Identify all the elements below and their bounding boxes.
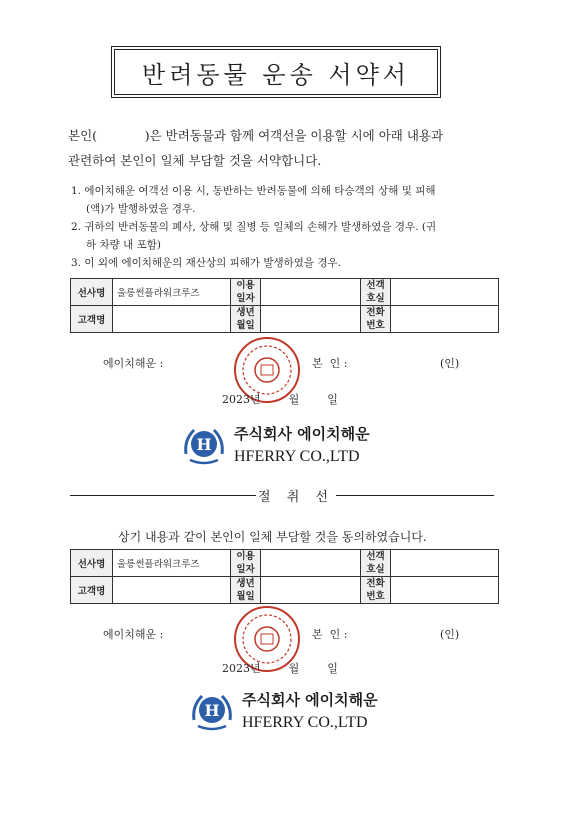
birth-label: 생년 월일 bbox=[231, 306, 261, 333]
company-logo-icon bbox=[188, 686, 236, 734]
intro-line-2: 관련하여 본인이 일체 부담할 것을 서약합니다. bbox=[68, 153, 322, 168]
info-table-bottom bbox=[70, 549, 499, 604]
cabin-field[interactable] bbox=[391, 550, 499, 577]
customer-field[interactable] bbox=[113, 577, 231, 604]
company-sign-label: 에이치해운 : bbox=[103, 357, 164, 370]
date-label: 이용 일자 bbox=[231, 550, 261, 577]
ship-value: 울릉썬플라워크루즈 bbox=[113, 279, 231, 306]
company-name-en: HFERRY CO.,LTD bbox=[242, 713, 368, 731]
customer-field[interactable] bbox=[113, 306, 231, 333]
company-name-en: HFERRY CO.,LTD bbox=[234, 447, 360, 465]
phone-label: 전화 번호 bbox=[361, 306, 391, 333]
svg-text:H: H bbox=[196, 435, 212, 454]
table-row bbox=[71, 577, 499, 604]
intro-line-1: 본인( )은 반려동물과 함께 여객선을 이용할 시에 아래 내용과 bbox=[68, 128, 444, 143]
svg-text:H: H bbox=[204, 701, 220, 720]
cut-line-label: 절 취 선 bbox=[256, 486, 336, 505]
clause-3: 3. 이 외에 에이치해운의 재산상의 피해가 발생하였을 경우. bbox=[71, 257, 342, 269]
self-sign-label: 본 인 : bbox=[312, 357, 348, 370]
seal-mark: (인) bbox=[440, 628, 460, 641]
sign-date: 2023년 월 일 bbox=[222, 662, 338, 675]
phone-field[interactable] bbox=[391, 577, 499, 604]
cabin-field[interactable] bbox=[391, 279, 499, 306]
company-logo-icon bbox=[180, 420, 228, 468]
ship-label: 선사명 bbox=[71, 279, 113, 306]
table-row bbox=[71, 306, 499, 333]
clause-1-cont: (액)가 발행하였을 경우. bbox=[86, 203, 196, 215]
phone-field[interactable] bbox=[391, 306, 499, 333]
phone-label: 전화 번호 bbox=[361, 577, 391, 604]
document-title: 반려동물 운송 서약서 bbox=[142, 60, 410, 89]
birth-label: 생년 월일 bbox=[231, 577, 261, 604]
consent-text: 상기 내용과 같이 본인이 일체 부담할 것을 동의하였습니다. bbox=[118, 530, 427, 544]
birth-field[interactable] bbox=[261, 306, 361, 333]
clause-1: 1. 에이치해운 여객선 이용 시, 동반하는 반려동물에 의해 타승객의 상해 및 피해 bbox=[71, 185, 436, 197]
info-table-top bbox=[70, 278, 499, 333]
clause-list bbox=[71, 182, 541, 272]
intro-paragraph bbox=[68, 123, 538, 173]
cabin-label: 선객 호실 bbox=[361, 279, 391, 306]
company-name-ko: 주식회사 에이치해운 bbox=[234, 424, 370, 443]
birth-field[interactable] bbox=[261, 577, 361, 604]
date-field[interactable] bbox=[261, 279, 361, 306]
sign-date: 2023년 월 일 bbox=[222, 393, 338, 406]
date-field[interactable] bbox=[261, 550, 361, 577]
company-logo bbox=[188, 686, 378, 734]
date-label: 이용 일자 bbox=[231, 279, 261, 306]
self-sign-label: 본 인 : bbox=[312, 628, 348, 641]
clause-2: 2. 귀하의 반려동물의 폐사, 상해 및 질병 등 일체의 손해가 발생하였을 경우. (귀 bbox=[71, 221, 437, 233]
company-sign-label: 에이치해운 : bbox=[103, 628, 164, 641]
table-row bbox=[71, 279, 499, 306]
company-name-ko: 주식회사 에이치해운 bbox=[242, 690, 378, 709]
ship-value: 울릉썬플라워크루즈 bbox=[113, 550, 231, 577]
customer-label: 고객명 bbox=[71, 577, 113, 604]
customer-label: 고객명 bbox=[71, 306, 113, 333]
clause-2-cont: 하 차량 내 포함) bbox=[86, 239, 161, 251]
ship-label: 선사명 bbox=[71, 550, 113, 577]
cabin-label: 선객 호실 bbox=[361, 550, 391, 577]
seal-mark: (인) bbox=[440, 357, 460, 370]
document-title-box bbox=[111, 46, 441, 98]
table-row bbox=[71, 550, 499, 577]
company-logo bbox=[180, 420, 370, 468]
